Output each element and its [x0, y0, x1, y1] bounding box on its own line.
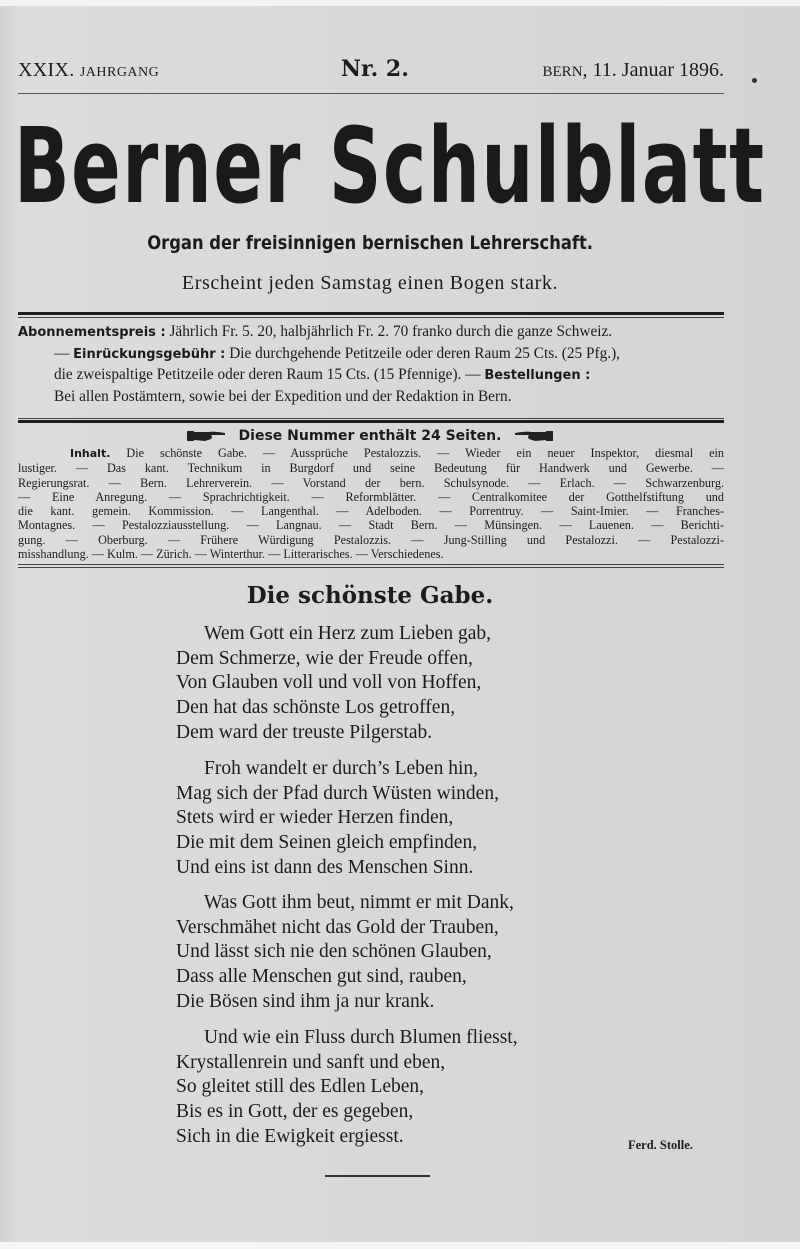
- fee-label: Einrückungsgebühr :: [73, 346, 226, 362]
- issue-number: Nr. 2.: [340, 56, 409, 82]
- price-text: Jährlich Fr. 5. 20, halbjährlich Fr. 2. 70 franko durch die ganze Schweiz.: [165, 323, 613, 340]
- contents-line: misshandlung. — Kulm. — Zürich. — Winterthur. — Litterarisches. — Verschiedenes.: [18, 547, 444, 562]
- pointing-hand-left-icon: [513, 430, 553, 442]
- end-rule: [325, 1175, 430, 1177]
- contents-double-rule: [18, 564, 724, 568]
- fee-text: Die durchgehende Petitzeile oder deren Raum 25 Cts. (25 Pfg.),: [225, 344, 621, 362]
- poem-verse: Von Glauben voll und voll von Hoffen,: [176, 672, 482, 694]
- poem-verse: So gleitet still des Edlen Leben,: [176, 1076, 425, 1098]
- print-speck: [752, 78, 757, 83]
- volume-number: XXIX.: [18, 59, 75, 81]
- scan-bottom-edge: [0, 1242, 800, 1249]
- contents-line: gung. — Oberburg. — Frühere Würdigung Pestalozzis. — Jung-Stilling und Pestalozzi. — Pestalozzi-: [18, 532, 724, 547]
- place: BERN: [542, 64, 583, 80]
- contents-line: — Eine Anregung. — Sprachrichtigkeit. — Reformblätter. — Centralkomitee der Gotthelfstiftung und: [18, 489, 724, 504]
- poem-stanza-1: [176, 622, 736, 746]
- fee-text-2: die zweispaltige Petitzeile oder deren Raum 15 Cts. (15 Pfennige). —: [54, 366, 485, 383]
- poem-stanza-4: [176, 1026, 736, 1150]
- orders-text: Bei allen Postämtern, sowie bei der Expedition und der Redaktion in Bern.: [54, 387, 512, 405]
- masthead-title: Berner Schulblatt: [14, 105, 766, 227]
- poem-verse: Krystallenrein und sanft und eben,: [176, 1051, 446, 1073]
- contents-label: Inhalt.: [70, 447, 111, 460]
- contents-line: [18, 446, 724, 461]
- poem-verse: Wem Gott ein Herz zum Lieben gab,: [204, 623, 492, 644]
- page-count-text: Diese Nummer enthält 24 Seiten.: [238, 428, 502, 444]
- date-text: , 11. Januar 1896.: [582, 59, 724, 81]
- issue-date: [543, 59, 724, 82]
- contents-line: lustiger. — Das kant. Technikum in Burgdorf und seine Bedeutung für Handwerk und Gewerbe. —: [18, 461, 724, 476]
- poem-verse: Stets wird er wieder Herzen finden,: [176, 807, 454, 829]
- poem-verse: Mag sich der Pfad durch Wüsten winden,: [176, 782, 499, 804]
- contents-line: Montagnes. — Pestalozziausstellung. — Langnau. — Stadt Bern. — Münsingen. — Lauenen. — Berichti-: [18, 518, 724, 533]
- poem-verse: Dem ward der treuste Pilgerstab.: [176, 721, 433, 743]
- poem-verse: Bis es in Gott, der es gegeben,: [176, 1101, 414, 1123]
- header-rule: [18, 93, 724, 94]
- poem-verse: Den hat das schönste Los getroffen,: [176, 697, 456, 719]
- orders-line: [18, 387, 724, 408]
- issue-header: [18, 56, 724, 82]
- fee-line-2: [18, 365, 724, 387]
- fee-line: [18, 344, 724, 366]
- poem-stanza-3: [176, 891, 736, 1015]
- poem-verse: Und eins ist dann des Menschen Sinn.: [176, 856, 474, 878]
- masthead-subtitle: [0, 232, 800, 254]
- contents-line: die kant. gemein. Kommission. — Langenthal. — Adelboden. — Porrentruy. — Saint-Imier. — Franches-: [18, 504, 724, 519]
- contents-line: Regierungsrat. — Bern. Lehrerverein. — Vorstand der bern. Schulsynode. — Erlach. — Schwarzenburg.: [18, 475, 724, 490]
- poem-verse: Und wie ein Fluss durch Blumen fliesst,: [204, 1027, 518, 1048]
- poem-stanza-2: [176, 757, 736, 881]
- poem-verse: Und lässt sich nie den schönen Glauben,: [176, 941, 492, 963]
- poem-title: Die schönste Gabe.: [246, 582, 494, 609]
- price-label: Abonnementspreis :: [18, 325, 166, 340]
- orders-label: Bestellungen :: [484, 368, 591, 383]
- subtitle-text: Organ der freisinnigen bernischen Lehrerschaft.: [147, 232, 593, 254]
- info-double-rule: [18, 418, 724, 423]
- price-line: [18, 322, 724, 344]
- fee-dash: —: [54, 344, 74, 362]
- poem-verse: Verschmähet nicht das Gold der Trauben,: [176, 916, 499, 938]
- masthead-tagline: Erscheint jeden Samstag einen Bogen stark.: [181, 272, 559, 294]
- volume-label: JAHRGANG: [79, 65, 160, 80]
- page-count-notice: [0, 428, 740, 444]
- masthead-double-rule: [18, 312, 724, 318]
- volume: [18, 59, 159, 82]
- pointing-hand-right-icon: [187, 430, 227, 442]
- poem-verse: Was Gott ihm beut, nimmt er mit Dank,: [204, 892, 514, 913]
- poem-verse: Sich in die Ewigkeit ergiesst.: [176, 1125, 404, 1147]
- poem-author: Ferd. Stolle.: [628, 1138, 693, 1152]
- contents-text: Die schönste Gabe. — Aussprüche Pestalozzis. — Wieder ein neuer Inspektor, diesmal ein: [110, 446, 724, 460]
- poem-verse: Dass alle Menschen gut sind, rauben,: [176, 966, 467, 988]
- poem-verse: Froh wandelt er durch’s Leben hin,: [204, 758, 479, 779]
- subscription-info: [18, 322, 724, 407]
- poem-verse: Die mit dem Seinen gleich empfinden,: [176, 832, 478, 854]
- poem-verse: Dem Schmerze, wie der Freude offen,: [176, 647, 473, 669]
- table-of-contents: [18, 446, 724, 561]
- poem-verse: Die Bösen sind ihm ja nur krank.: [176, 990, 435, 1012]
